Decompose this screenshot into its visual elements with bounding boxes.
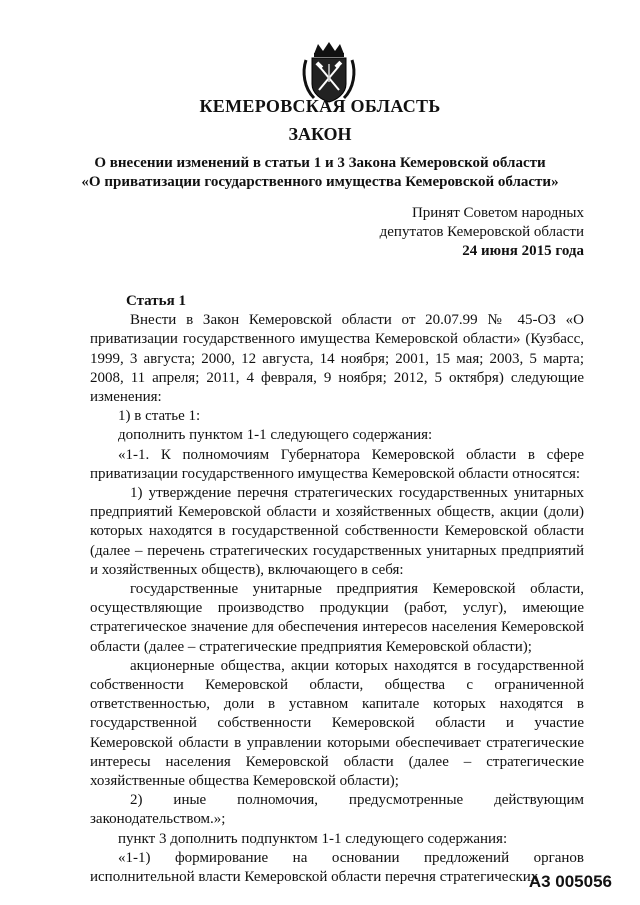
article-paragraph: дополнить пунктом 1-1 следующего содержания: [118, 427, 433, 444]
article-paragraph: акционерные общества, акции которых находятся в государственной собственности Кемеровской области, общества с ограниченной ответственностью, доли в уставном капитале которых находятся в государственной собственности Кемеровской области и участие Кемеровской области в управлении которыми обеспечивает стратегические интересы населения Кемеровской области (далее – стратегические хозяйственные общества Кемеровской области); [90, 657, 584, 790]
article-paragraph: 1) в статье 1: [118, 408, 201, 425]
adoption-block [380, 204, 584, 261]
adoption-date: 24 июня 2015 года [462, 243, 584, 259]
adoption-line: депутатов Кемеровской области [379, 224, 584, 240]
article-body [90, 292, 584, 887]
region-title: КЕМЕРОВСКАЯ ОБЛАСТЬ [199, 96, 441, 116]
law-subtitle [0, 154, 640, 192]
article-title: Статья 1 [126, 293, 186, 309]
adoption-line: Принят Советом народных [411, 205, 584, 221]
document-type: ЗАКОН [288, 124, 352, 144]
article-paragraph: Внести в Закон Кемеровской области от 20.07.99 № 45-ОЗ «О приватизации государственного имущества Кемеровской области» (Кузбасс, 1999, 3 августа; 2000, 12 августа, 14 ноября; 2001, 15 мая; 2003, 5 марта; 2008, 11 апреля; 2011, 4 февраля, 9 ноября; 2012, 5 октября) следующие изменения: [90, 312, 584, 406]
law-subtitle-line: О внесении изменений в статьи 1 и 3 Закона Кемеровской области [94, 155, 546, 171]
coat-of-arms-icon [300, 42, 358, 104]
article-paragraph: 1) утверждение перечня стратегических государственных унитарных предприятий Кемеровской области и хозяйственных обществ, акции (доли) которых находятся в государственной собственности Кемеровской области (далее – перечень стратегических государственных унитарных предприятий и хозяйственных обществ), включающего в себя: [90, 485, 584, 578]
serial-number: А3 005056 [528, 872, 612, 891]
article-paragraph: «1-1) формирование на основании предложений органов исполнительной власти Кемеровской области перечня стратегических [90, 849, 584, 886]
article-paragraph: 2) иные полномочия, предусмотренные действующим законодательством.»; [90, 792, 584, 828]
article-paragraph: государственные унитарные предприятия Кемеровской области, осуществляющие производство продукции (работ, услуг), имеющие стратегическое значение для обеспечения интересов населения Кемеровской области (далее – стратегические предприятия Кемеровской области); [90, 581, 584, 655]
article-paragraph: «1-1. К полномочиям Губернатора Кемеровской области в сфере приватизации государственного имущества Кемеровской области относятся: [90, 446, 584, 482]
law-subtitle-line: «О приватизации государственного имущества Кемеровской области» [81, 174, 559, 190]
article-paragraph: пункт 3 дополнить подпунктом 1-1 следующего содержания: [118, 830, 508, 847]
